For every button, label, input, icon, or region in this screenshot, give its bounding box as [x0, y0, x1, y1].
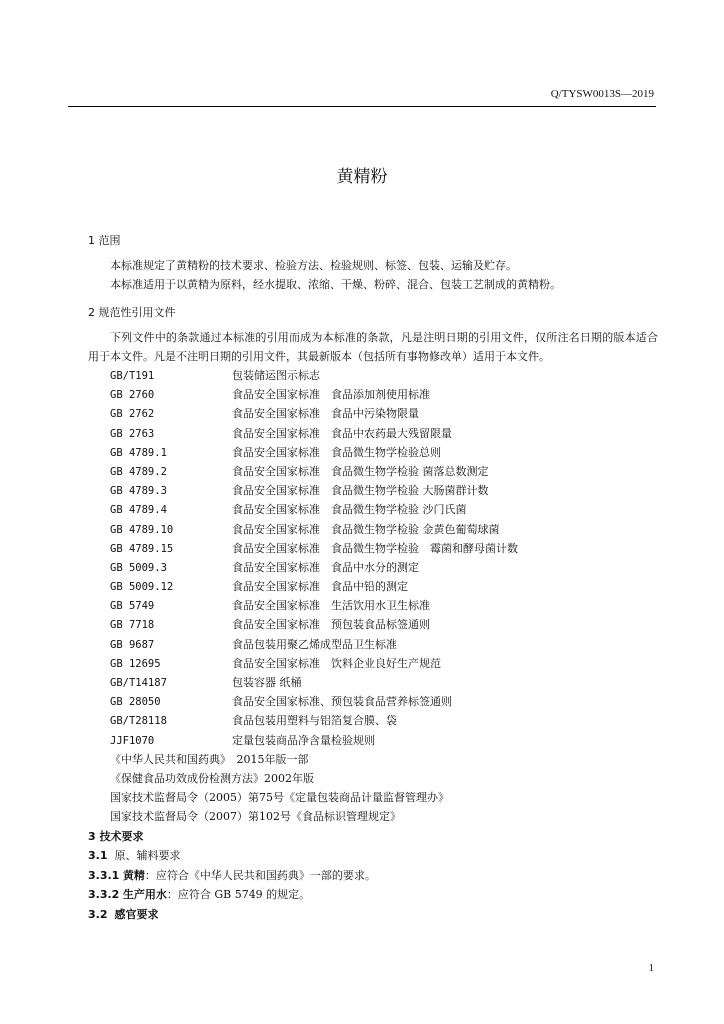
reference-code: JJF1070 — [110, 734, 155, 747]
reference-title: 食品安全国家标准、预包装食品营养标签通则 — [232, 695, 452, 709]
extra-reference: 《保健食品功效成份检测方法》2002年版 — [110, 771, 314, 785]
reference-row — [88, 539, 658, 558]
reference-row — [88, 731, 658, 750]
reference-code: GB 2760 — [110, 389, 155, 402]
subsection-number: 3.2 — [88, 907, 108, 921]
extra-reference: 国家技术监督局令（2007）第102号《食品标识管理规定》 — [110, 810, 401, 824]
reference-code: GB 2762 — [110, 408, 155, 421]
reference-title: 食品安全国家标准 食品微生物学检验 霉菌和酵母菌计数 — [232, 541, 518, 555]
reference-code: GB 5009.3 — [110, 561, 167, 574]
reference-code: GB 9687 — [110, 638, 155, 651]
reference-code: GB 7718 — [110, 619, 155, 632]
reference-row — [88, 692, 658, 711]
reference-row — [88, 424, 658, 443]
extra-reference: 《中华人民共和国药典》 2015年版一部 — [110, 752, 309, 766]
item-number: 3.3.1 — [88, 868, 120, 882]
reference-row — [88, 385, 658, 404]
section-1-heading: 1 范围 — [88, 234, 121, 247]
reference-code: GB/T14187 — [110, 677, 167, 689]
scope-paragraph-2: 本标准适用于以黄精为原料，经水提取、浓缩、干燥、粉碎、混合、包装工艺制成的黄精粉。 — [110, 278, 561, 291]
reference-title: 食品安全国家标准 食品微生物学检验 大肠菌群计数 — [232, 484, 489, 498]
reference-code: GB 2763 — [110, 427, 155, 440]
reference-row — [88, 520, 658, 539]
reference-row — [88, 481, 658, 500]
reference-row — [88, 635, 658, 654]
reference-title: 食品安全国家标准 食品微生物学检验 菌落总数测定 — [232, 464, 489, 478]
section-3-heading: 3 技术要求 — [88, 829, 144, 843]
reference-title: 定量包装商品净含量检验规则 — [232, 733, 375, 747]
reference-title: 食品安全国家标准 生活饮用水卫生标准 — [232, 599, 430, 613]
reference-row — [88, 443, 658, 462]
document-title: 黄精粉 — [336, 167, 388, 187]
subsection-3-2 — [88, 905, 658, 925]
reference-title: 食品安全国家标准 食品微生物学检验 金黄色葡萄球菌 — [232, 522, 500, 536]
item-text: ：应符合 GB 5749 的规定。 — [166, 888, 311, 902]
subsection-label: 原、辅料要求 — [114, 849, 181, 863]
reference-code: GB 4789.1 — [110, 446, 167, 459]
scope-paragraph-1: 本标准规定了黄精粉的技术要求、检验方法、检验规则、标签、包装、运输及贮存。 — [110, 259, 517, 272]
reference-code: GB 5749 — [110, 600, 155, 613]
subsection-number: 3.1 — [88, 849, 108, 863]
reference-row — [88, 577, 658, 596]
reference-title: 食品安全国家标准 食品微生物学检验总则 — [232, 445, 441, 459]
references-intro: 下列文件中的条款通过本标准的引用而成为本标准的条款，凡是注明日期的引用文件，仅所注名日期的版本适合用于本文件。凡是不注明日期的引用文件，其最新版本（包括所有事物修改单）适用于本文件。 — [88, 331, 658, 363]
header-rule — [68, 106, 656, 107]
page-number: 1 — [648, 962, 654, 974]
reference-title: 食品包装用聚乙烯成型品卫生标准 — [232, 637, 397, 651]
item-number: 3.3.2 — [88, 888, 120, 902]
reference-row — [88, 366, 658, 385]
reference-list — [88, 366, 658, 750]
reference-code: GB 28050 — [110, 696, 161, 709]
reference-title: 包装容器 纸桶 — [232, 676, 302, 689]
reference-title: 食品安全国家标准 食品中农药最大残留限量 — [232, 426, 452, 440]
reference-title: 食品安全国家标准 食品中铅的测定 — [232, 580, 408, 594]
reference-title: 食品安全国家标准 食品中水分的测定 — [232, 560, 419, 574]
reference-row — [88, 404, 658, 423]
item-3-3-1 — [88, 866, 658, 886]
reference-title: 食品安全国家标准 食品添加剂使用标准 — [232, 388, 430, 402]
reference-row — [88, 654, 658, 673]
reference-code: GB 4789.10 — [110, 523, 174, 536]
reference-row — [88, 615, 658, 634]
reference-row — [88, 711, 658, 730]
item-label: 黄精 — [122, 868, 145, 882]
extra-reference: 国家技术监督局令（2005）第75号《定量包装商品计量监督管理办》 — [110, 791, 449, 805]
reference-code: GB/T28118 — [110, 715, 167, 728]
reference-title: 食品安全国家标准 食品微生物学检验 沙门氏菌 — [232, 503, 467, 517]
item-3-3-2 — [88, 885, 658, 905]
reference-code: GB/T191 — [110, 370, 155, 382]
item-text: ：应符合《中华人民共和国药典》一部的要求。 — [144, 868, 376, 882]
reference-code: GB 5009.12 — [110, 581, 174, 594]
reference-code: GB 4789.2 — [110, 465, 167, 478]
document-code: Q/TYSW0013S—2019 — [550, 88, 654, 100]
reference-row — [88, 500, 658, 519]
reference-code: GB 4789.3 — [110, 485, 167, 498]
reference-title: 食品安全国家标准 预包装食品标签通则 — [232, 618, 430, 632]
reference-code: GB 4789.15 — [110, 542, 174, 555]
reference-row — [88, 673, 658, 692]
reference-row — [88, 596, 658, 615]
subsection-3-1 — [88, 846, 658, 866]
reference-code: GB 4789.4 — [110, 504, 167, 517]
item-label: 生产用水 — [122, 888, 167, 902]
reference-row — [88, 462, 658, 481]
reference-title: 食品安全国家标准 食品中污染物限量 — [232, 407, 419, 421]
subsection-label: 感官要求 — [114, 907, 159, 921]
reference-title: 食品包装用塑料与铝箔复合膜、袋 — [232, 714, 397, 728]
reference-title: 食品安全国家标准 饮料企业良好生产规范 — [232, 656, 441, 670]
section-2-heading: 2 规范性引用文件 — [88, 306, 176, 319]
reference-code: GB 12695 — [110, 657, 161, 670]
document-body — [88, 232, 658, 924]
reference-row — [88, 558, 658, 577]
reference-title: 包装储运图示标志 — [232, 369, 320, 382]
